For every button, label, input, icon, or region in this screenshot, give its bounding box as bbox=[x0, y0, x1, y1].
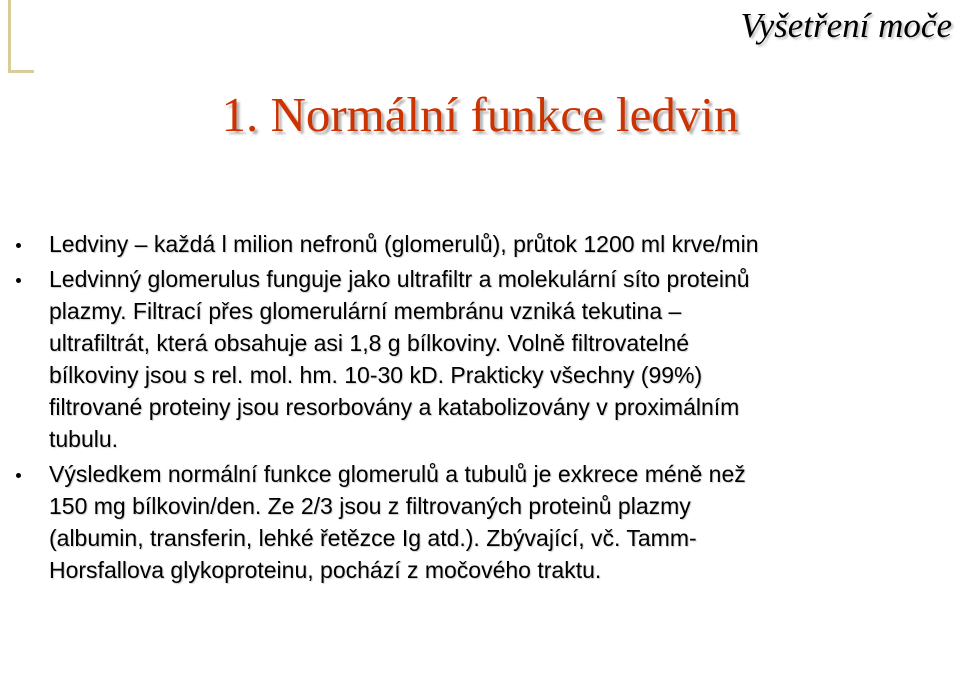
bullet-item: Ledvinný glomerulus funguje jako ultrafiltr a molekulární síto proteinů plazmy. Filtrací přes glomerulární membránu vzniká tekutina – ultrafiltrát, která obsahuje asi 1,8 g bílkoviny. Volně filtrovatelné bílkoviny jsou s rel. mol. hm. 10-30 kD. Prakticky všechny (99%) filtrované proteiny jsou resorbovány a katabolizovány v proximálním tubulu. bbox=[16, 263, 776, 455]
bullet-item: Výsledkem normální funkce glomerulů a tubulů je exkrece méně než 150 mg bílkovin/den. Ze 2/3 jsou z filtrovaných proteinů plazmy (albumin, transferin, lehké řetězce Ig atd.). Zbývající, vč. Tamm-Horsfallova glykoproteinu, pochází z močového traktu. bbox=[16, 458, 776, 586]
slide-heading: Vyšetření moče bbox=[740, 6, 952, 45]
decorative-frame-line-vertical bbox=[8, 0, 11, 72]
slide-title: 1. Normální funkce ledvin bbox=[221, 87, 739, 142]
bullet-item: Ledviny – každá l milion nefronů (glomerulů), průtok 1200 ml krve/min bbox=[16, 228, 776, 260]
bullet-list bbox=[16, 228, 776, 589]
decorative-frame-line-horizontal bbox=[8, 70, 34, 73]
